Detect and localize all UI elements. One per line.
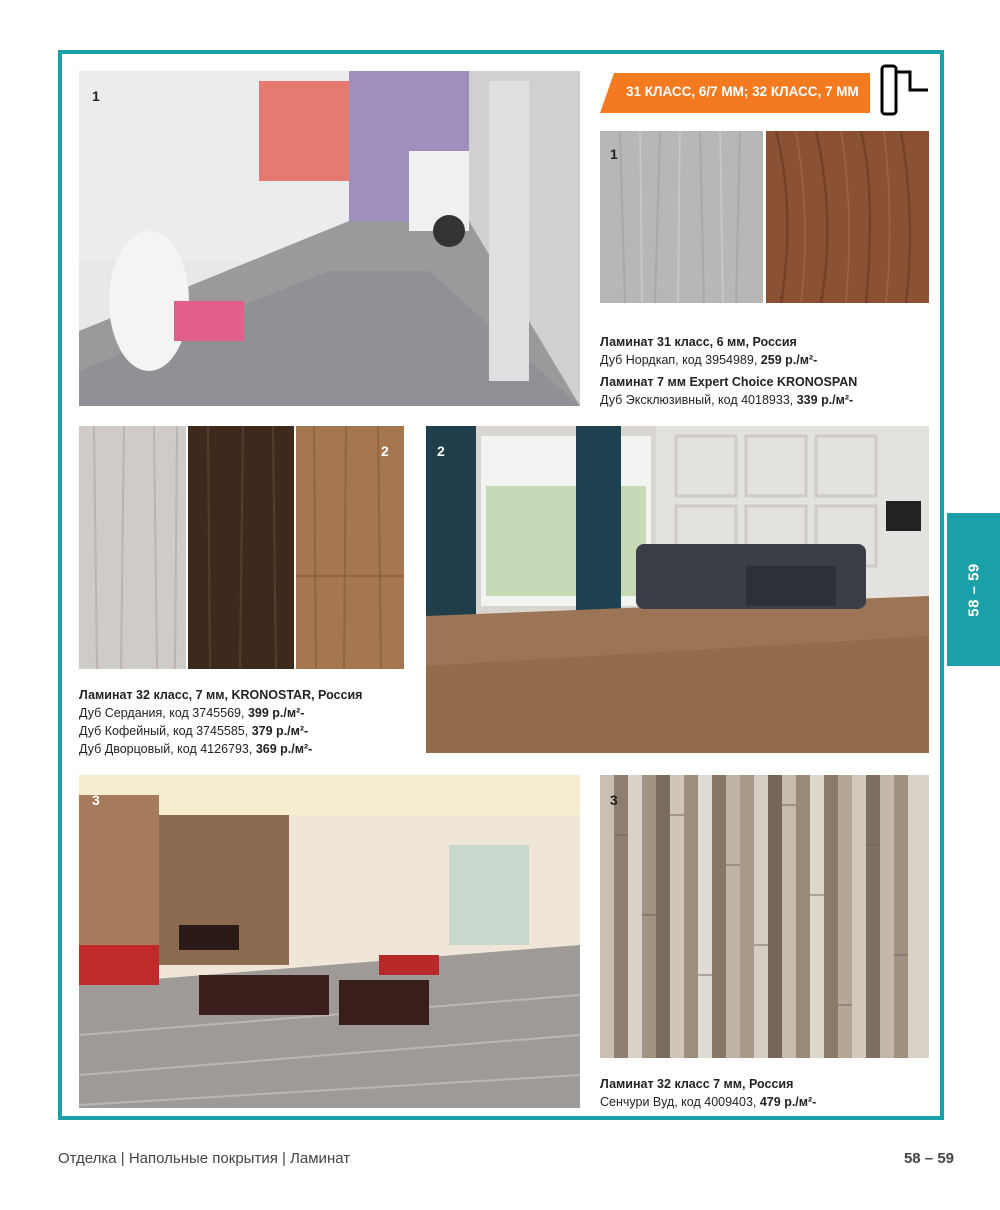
swatch-palace-oak [296,426,404,669]
living-room-photo [426,426,929,753]
class-banner [600,73,870,113]
breadcrumb: Отделка | Напольные покрытия | Ламинат [58,1150,351,1167]
image-number: 1 [610,146,618,162]
product-line: Сенчури Вуд, код 4009403, 479 р./м²- [600,1095,817,1109]
image-number: 3 [92,792,100,808]
room-photo-grey-laminate [79,71,580,406]
swatch-century-wood [600,775,929,1058]
swatch-exclusive-oak [766,131,929,303]
product-line: Дуб Эксклюзивный, код 4018933, 339 р./м²- [600,393,854,407]
page-side-tab [947,513,1000,666]
product-title: Ламинат 31 класс, 6 мм, Россия [600,335,797,349]
swatch-serdania-oak [79,426,186,669]
swatch-coffee-oak [188,426,294,669]
side-tab-label: 58 – 59 [965,562,982,617]
product-line: Дуб Кофейный, код 3745585, 379 р./м²- [79,724,309,738]
product-line: Дуб Нордкап, код 3954989, 259 р./м²- [600,353,818,367]
paint-roller-icon [876,62,932,118]
image-number: 1 [92,88,100,104]
image-number: 2 [437,443,445,459]
image-number: 2 [381,443,389,459]
banner-label: 31 КЛАСС, 6/7 ММ; 32 КЛАСС, 7 ММ [626,84,859,99]
product-title: Ламинат 7 мм Expert Choice KRONOSPAN [600,375,858,389]
lobby-photo [79,775,580,1108]
product-title: Ламинат 32 класс 7 мм, Россия [600,1077,794,1091]
swatch-nordkap-oak [600,131,763,303]
product-info-class31 [600,333,940,409]
product-title: Ламинат 32 класс, 7 мм, KRONOSTAR, Россия [79,688,363,702]
page-numbers: 58 – 59 [903,1150,954,1167]
product-info-kronostar [79,686,419,758]
product-line: Дуб Дворцовый, код 4126793, 369 р./м²- [79,742,313,756]
image-number: 3 [610,792,618,808]
product-info-century-wood [600,1075,940,1111]
product-line: Дуб Сердания, код 3745569, 399 р./м²- [79,706,305,720]
